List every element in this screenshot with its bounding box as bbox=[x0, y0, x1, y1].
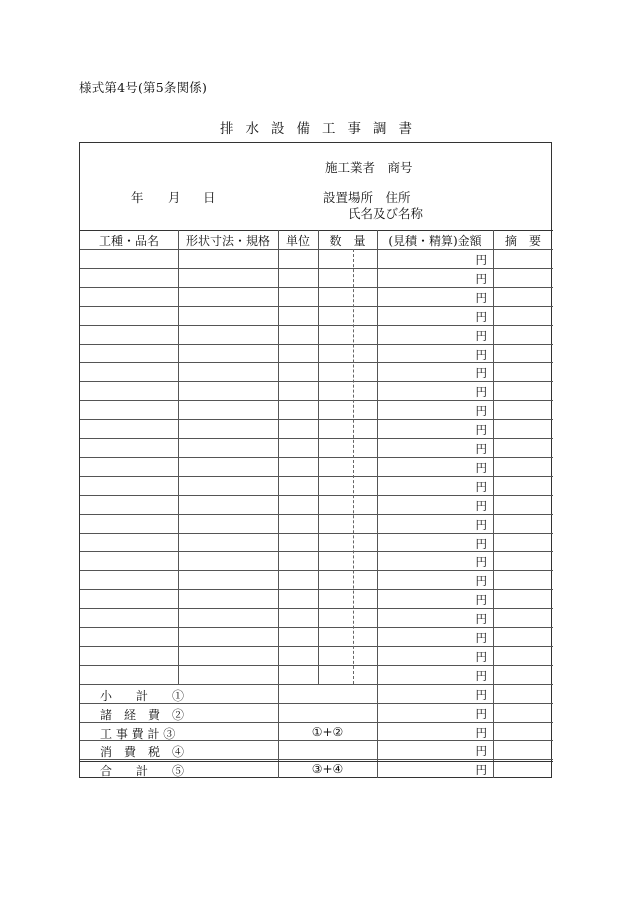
yen-unit: 円 bbox=[475, 347, 487, 362]
row-divider bbox=[80, 665, 553, 666]
yen-unit: 円 bbox=[475, 385, 487, 400]
summary-label: 工 事 費 計 ③ bbox=[100, 726, 176, 741]
install-site-label: 設置場所 住所 bbox=[323, 190, 411, 205]
row-divider bbox=[80, 533, 553, 534]
yen-unit: 円 bbox=[475, 517, 487, 532]
row-divider bbox=[80, 684, 553, 685]
yen-unit: 円 bbox=[475, 479, 487, 494]
yen-unit: 円 bbox=[475, 744, 487, 759]
document-title: 排水設備工事調書 bbox=[220, 121, 424, 137]
row-divider bbox=[80, 570, 553, 571]
yen-unit: 円 bbox=[475, 593, 487, 608]
yen-unit: 円 bbox=[475, 631, 487, 645]
column-header: 形状寸法・規格 bbox=[185, 234, 270, 248]
yen-unit: 円 bbox=[475, 442, 487, 456]
yen-unit: 円 bbox=[475, 498, 487, 513]
summary-label: 消 費 税 ④ bbox=[100, 745, 185, 760]
yen-unit: 円 bbox=[475, 668, 487, 683]
yen-unit: 円 bbox=[475, 574, 487, 589]
form-number-label: 様式第4号(第5条関係) bbox=[79, 80, 208, 95]
yen-unit: 円 bbox=[475, 612, 487, 627]
yen-unit: 円 bbox=[475, 555, 487, 570]
yen-unit: 円 bbox=[475, 536, 487, 551]
row-divider bbox=[80, 419, 553, 420]
column-header: 数 量 bbox=[329, 234, 366, 248]
summary-label: 諸 経 費 ② bbox=[100, 707, 185, 722]
column-divider bbox=[178, 230, 179, 684]
yen-unit: 円 bbox=[475, 423, 487, 438]
row-divider bbox=[80, 646, 553, 647]
row-divider bbox=[80, 589, 553, 590]
row-divider bbox=[80, 344, 553, 345]
yen-unit: 円 bbox=[475, 328, 487, 343]
row-divider bbox=[80, 495, 553, 496]
header-bottom-rule bbox=[80, 249, 553, 250]
survey-form-frame bbox=[79, 142, 552, 778]
yen-unit: 円 bbox=[475, 706, 487, 721]
summary-formula: ①+② bbox=[311, 724, 344, 739]
date-day-label: 日 bbox=[203, 190, 216, 205]
row-divider bbox=[80, 514, 553, 515]
row-divider bbox=[80, 551, 553, 552]
row-divider bbox=[80, 325, 553, 326]
yen-unit: 円 bbox=[475, 253, 487, 267]
row-divider bbox=[80, 476, 553, 477]
row-divider bbox=[80, 608, 553, 609]
header-top-rule bbox=[80, 230, 553, 231]
yen-unit: 円 bbox=[475, 271, 487, 286]
column-divider bbox=[493, 230, 494, 778]
yen-unit: 円 bbox=[475, 460, 487, 475]
total-double-rule bbox=[80, 761, 553, 762]
yen-unit: 円 bbox=[475, 404, 487, 419]
column-header: 工種・品名 bbox=[98, 234, 159, 248]
summary-label: 小 計 ① bbox=[100, 688, 185, 703]
yen-unit: 円 bbox=[475, 290, 487, 305]
column-header: (見積・精算)金額 bbox=[388, 234, 482, 248]
yen-unit: 円 bbox=[475, 763, 487, 778]
summary-row-divider bbox=[80, 740, 553, 741]
summary-row-divider bbox=[80, 759, 553, 760]
row-divider bbox=[80, 438, 553, 439]
yen-unit: 円 bbox=[475, 309, 487, 324]
yen-unit: 円 bbox=[475, 687, 487, 702]
contractor-label: 施工業者 商号 bbox=[325, 160, 413, 175]
column-header: 単位 bbox=[285, 234, 310, 248]
column-header: 摘 要 bbox=[504, 234, 541, 248]
date-month-label: 月 bbox=[168, 190, 181, 205]
owner-name-label: 氏名及び名称 bbox=[348, 206, 424, 221]
yen-unit: 円 bbox=[475, 366, 487, 381]
row-divider bbox=[80, 306, 553, 307]
column-divider bbox=[318, 230, 319, 684]
yen-unit: 円 bbox=[475, 725, 487, 740]
row-divider bbox=[80, 268, 553, 269]
row-divider bbox=[80, 400, 553, 401]
column-divider bbox=[377, 230, 378, 778]
summary-formula: ③+④ bbox=[311, 762, 344, 777]
quantity-decimal-guide bbox=[353, 249, 354, 684]
date-year-label: 年 bbox=[131, 190, 144, 205]
row-divider bbox=[80, 457, 553, 458]
yen-unit: 円 bbox=[475, 649, 487, 664]
summary-row-divider bbox=[80, 703, 553, 704]
row-divider bbox=[80, 381, 553, 382]
row-divider bbox=[80, 287, 553, 288]
summary-row-divider bbox=[80, 722, 553, 723]
row-divider bbox=[80, 362, 553, 363]
row-divider bbox=[80, 627, 553, 628]
summary-label: 合 計 ⑤ bbox=[100, 764, 185, 779]
column-divider bbox=[278, 230, 279, 684]
